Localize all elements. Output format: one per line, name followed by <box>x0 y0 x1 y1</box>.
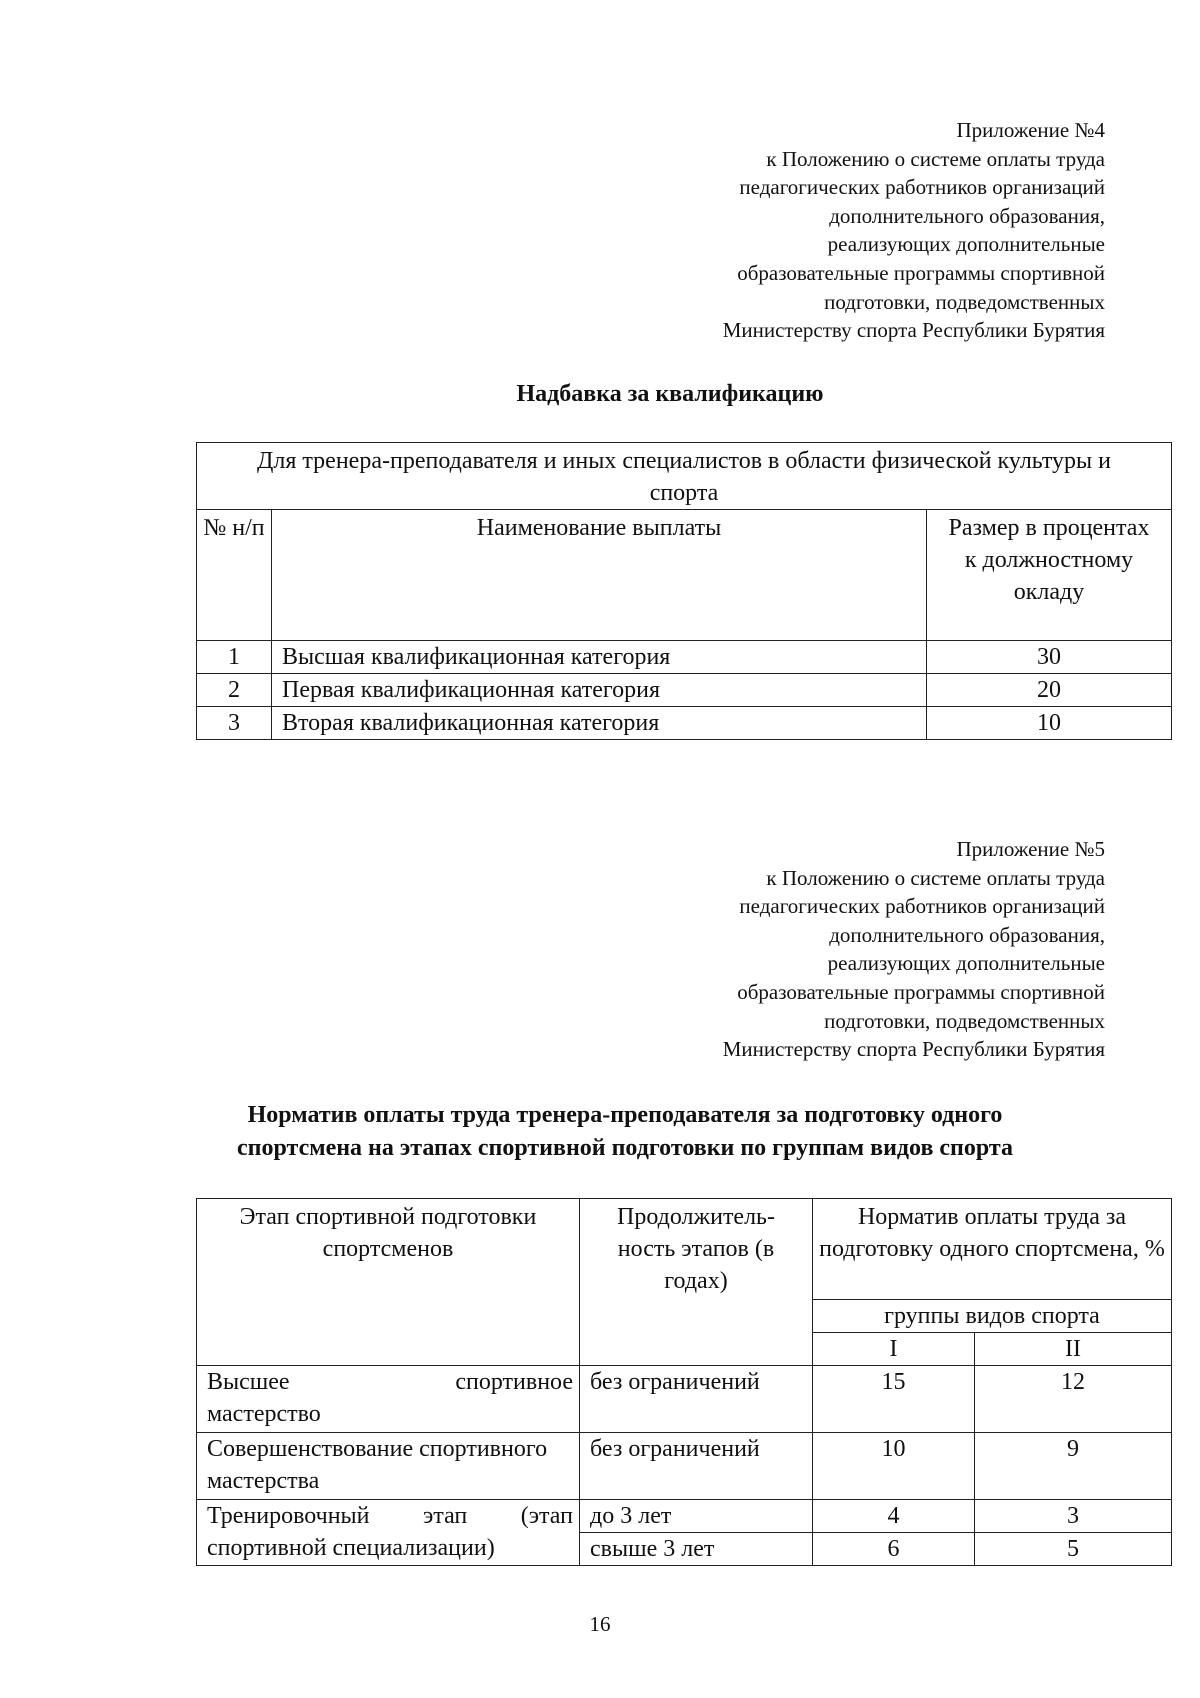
page-number: 16 <box>589 1612 611 1636</box>
row-group-2-value: 5 <box>975 1533 1172 1566</box>
appendix-line: реализующих дополнительные <box>827 951 1105 976</box>
appendix-title: Приложение №5 <box>956 837 1105 861</box>
appendix-line: образовательные программы спортивной <box>737 979 1105 1004</box>
appendix-title: Приложение №4 <box>956 118 1105 142</box>
header-norm: Норматив оплаты труда за подготовку одного спортсмена, % <box>813 1199 1172 1300</box>
row-stage <box>197 1500 580 1566</box>
table-row <box>197 1366 1172 1433</box>
row-value: 10 <box>927 707 1172 740</box>
appendix-5-header <box>545 835 1105 1064</box>
row-number: 2 <box>197 674 272 707</box>
table-caption-row <box>197 443 1172 510</box>
row-group-1-value: 6 <box>813 1533 975 1566</box>
header-number: № н/п <box>197 510 272 641</box>
row-duration: без ограничений <box>580 1366 813 1433</box>
qualification-bonus-table <box>196 442 1172 740</box>
row-name: Первая квалификационная категория <box>272 674 927 707</box>
appendix-line: педагогических работников организаций <box>739 894 1105 919</box>
stage-word: Высшее <box>207 1369 290 1395</box>
appendix-line: подготовки, подведомственных <box>824 289 1105 314</box>
appendix-line: к Положению о системе оплаты труда <box>766 865 1105 890</box>
row-number: 3 <box>197 707 272 740</box>
row-stage: Совершенствование спортивного мастерства <box>197 1433 580 1500</box>
row-value: 30 <box>927 641 1172 674</box>
table-row <box>197 641 1172 674</box>
header-group-2: II <box>975 1333 1172 1366</box>
row-duration: свыше 3 лет <box>580 1533 813 1566</box>
appendix-line: образовательные программы спортивной <box>737 260 1105 285</box>
row-name: Высшая квалификационная категория <box>272 641 927 674</box>
table-header-row <box>197 1199 1172 1300</box>
header-size: Размер в процентах к должностному окладу <box>927 510 1172 641</box>
appendix-line: подготовки, подведомственных <box>824 1008 1105 1033</box>
stage-word: спортивное <box>455 1369 573 1395</box>
heading-line: Норматив оплаты труда тренера-преподавателя за подготовку одного <box>247 1102 1003 1128</box>
appendix-line: педагогических работников организаций <box>739 175 1105 200</box>
row-group-1-value: 10 <box>813 1433 975 1500</box>
stage-word: (этап <box>520 1503 573 1529</box>
table-header-row <box>197 510 1172 641</box>
heading-text: Надбавка за квалификацию <box>516 381 824 407</box>
appendix-4-header <box>545 116 1105 345</box>
appendix-line: дополнительного образования, <box>829 203 1105 228</box>
row-stage <box>197 1366 580 1433</box>
table-row <box>197 1500 1172 1533</box>
row-group-2-value: 9 <box>975 1433 1172 1500</box>
stage-word: Тренировочный <box>207 1503 370 1529</box>
row-group-1-value: 15 <box>813 1366 975 1433</box>
table-row <box>197 1433 1172 1500</box>
pay-norm-heading <box>150 1099 1100 1165</box>
stage-line: мастерство <box>207 1401 321 1427</box>
row-group-1-value: 4 <box>813 1500 975 1533</box>
row-group-2-value: 3 <box>975 1500 1172 1533</box>
row-number: 1 <box>197 641 272 674</box>
header-group-1: I <box>813 1333 975 1366</box>
stage-line <box>207 1500 573 1532</box>
appendix-line: реализующих дополнительные <box>827 232 1105 257</box>
qualification-bonus-heading <box>190 378 1150 411</box>
header-sport-groups: группы видов спорта <box>813 1300 1172 1333</box>
heading-line: спортсмена на этапах спортивной подготовки по группам видов спорта <box>236 1135 1013 1161</box>
table-caption: Для тренера-преподавателя и иных специалистов в области физической культуры и спорта <box>197 443 1172 510</box>
row-group-2-value: 12 <box>975 1366 1172 1433</box>
appendix-line: к Положению о системе оплаты труда <box>766 146 1105 171</box>
pay-norm-table <box>196 1198 1172 1566</box>
stage-word: этап <box>422 1503 468 1529</box>
row-name: Вторая квалификационная категория <box>272 707 927 740</box>
stage-line: спортивной специализации) <box>207 1535 495 1561</box>
header-duration: Продолжитель-ность этапов (в годах) <box>580 1199 813 1366</box>
header-payment-name: Наименование выплаты <box>272 510 927 641</box>
table-row <box>197 707 1172 740</box>
stage-line <box>207 1366 573 1398</box>
row-duration: до 3 лет <box>580 1500 813 1533</box>
appendix-line: Министерству спорта Республики Бурятия <box>722 318 1105 343</box>
row-duration: без ограничений <box>580 1433 813 1500</box>
appendix-line: дополнительного образования, <box>829 922 1105 947</box>
appendix-line: Министерству спорта Республики Бурятия <box>722 1037 1105 1062</box>
header-stage: Этап спортивной подготовки спортсменов <box>197 1199 580 1366</box>
table-row <box>197 674 1172 707</box>
row-value: 20 <box>927 674 1172 707</box>
